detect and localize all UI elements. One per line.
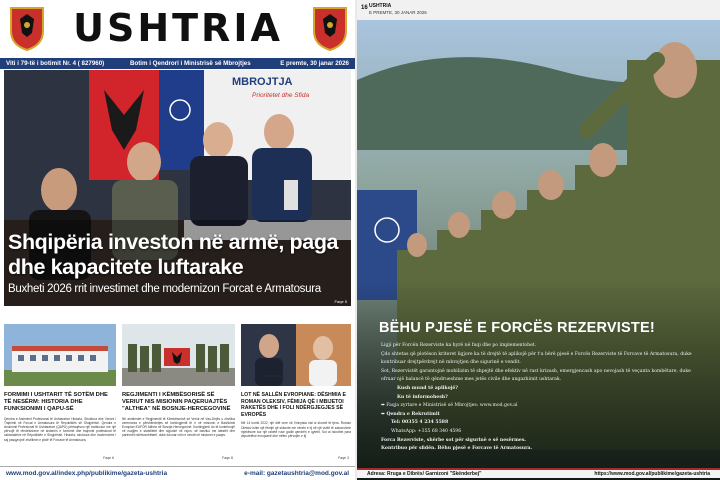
masthead: [0, 0, 355, 67]
front-footer: [0, 466, 355, 480]
coat-of-arms-emblem-left: [8, 5, 46, 51]
article-photo-building: [4, 324, 116, 386]
footer-email-link[interactable]: e-mail: gazetaushtria@mod.gov.al: [244, 470, 349, 477]
article-page-ref: Faqe 8: [222, 456, 233, 460]
coat-of-arms-emblem-right: [311, 5, 349, 51]
body-line: ➡ Qendra e Rekrutimit: [381, 411, 440, 417]
issue-info-bar: [0, 58, 355, 69]
body-line: Ligji për Forcën Rezerviste ka hyrë në fuqi dhe po implementohet.: [381, 343, 537, 348]
article-photo-portraits: [241, 324, 351, 386]
issue-number: Viti i 79-të i botimit Nr. 4 ( 827960): [6, 60, 105, 67]
phone-number: Tel: 00355 4 234 5588: [391, 420, 449, 426]
article-roman-oleksiv[interactable]: [241, 324, 351, 464]
body-line: ➡ Faqja zyrtare e Ministrisë së Mbrojtjes: www.mod.gov.al: [381, 403, 518, 409]
article-body: Më 14 korrik 2022, një ditë vere në Vinnytsia nisi si shumë të tjera. Roman Oleksiv ishte një fëmijë që shkonte me nënën e tij në një vizitë të zakonshme mjekësore kur një raketë ruse goditi qendrën e qytetit. Sot ai ndodhet para deputetëve evropianë dhe rrëfen përvojën e tij.: [241, 421, 351, 438]
article-title: REGJIMENTI I KËMBËSORISË SË VERIUT NIS MISIONIN PAQERUAJTËS "ALTHEA" NË BOSNJE-HERCEGOVINË: [122, 392, 231, 413]
main-headline: Shqipëria investon në armë, paga dhe kapacitete luftarake: [8, 230, 339, 279]
hero-photo: [4, 70, 351, 306]
footer-website-link[interactable]: www.mod.gov.al/index.php/publikime/gazeta-ushtria: [6, 470, 168, 477]
whatsapp-number: WhatsApp: +355 68 340 4596: [391, 428, 462, 434]
recruitment-headline: BËHU PJESË E FORCËS REZERVISTE!: [379, 320, 655, 336]
body-line: Ku të informohesh?: [397, 394, 448, 400]
newspaper-title: USHTRIA: [73, 6, 283, 50]
issue-date: E premte, 30 janar 2026: [280, 60, 349, 67]
main-subheadline: Buxheti 2026 rrit investimet dhe modernizon Forcat e Armatosura: [8, 283, 321, 295]
back-footer: [357, 468, 720, 478]
article-title: LOT NË SALLËN EVROPIANE: DËSHMIA E ROMAN OLEKSIV, FËMIJA QË I MBIJETOI RAKETËS DHE I FOLI NDËRGJEGJES SË EVROPËS: [241, 392, 347, 418]
article-photo-soldiers: [122, 324, 235, 386]
article-body: Qendra e Arsimimit Profesional të Ushtarakve Historia, Struktura dhe Vizioni i Trajnimit në Forcat e Armatosura të Republikës së Shqipërisë. Qendra e Arsimimit Profesional të Ushtarakve (QAPU) përfaqëson një institucion me një përvojë të rëndësishme në sistemin e formimit dhe trajnimit profesional të ushtarakëve në Republikën e Shqipërisë. Historia, struktura dhe modernizimi i saj pasqyrojnë zhvillimin e plotë të Forcave të Armatosura.: [4, 416, 116, 442]
backdrop-banner-subtitle: Prioritetet dhe Sfida: [252, 92, 310, 99]
body-line: Kontribuo për sfidën. Bëhu pjesë e Forcave të Armatosura.: [381, 446, 533, 452]
publisher: Botim i Qendrorl i Ministrisë së Mbrojtjes: [130, 60, 251, 67]
body-line: Sot, Rezervistët garantojnë mobilizim të shpejtë dhe efektiv në rast krizash, emergjencash apo nevojash të veçanta kombëtare, duke ofruar një balancë të qëndrueshme mes jetës civile dhe angazhimit ushtarak.: [381, 368, 691, 383]
article-title: FORMIMI I USHTARIT TË SOTËM DHE TË NESËRM: HISTORIA DHE FUNKSIONIMI I QAPU-SË: [4, 392, 108, 413]
newspaper-name: USHTRIA: [369, 3, 392, 9]
article-althea[interactable]: [122, 324, 235, 464]
body-line: Kush mund të aplikojë?: [397, 385, 458, 391]
page-reference: Faqe 5: [334, 299, 347, 304]
article-row: [4, 324, 351, 464]
front-page: [0, 0, 355, 480]
footer-url-link[interactable]: https://www.mod.gov.al/publikime/gazeta-ushtria: [594, 471, 710, 477]
article-body: Në ambientet e Regjimentit të Këmbësorisë së Veriut në Vau-Dejës u zhvillua ceremonia e përshëndetjes së kontingjentit të ri në misionin e Bashkimit Evropian EUFOR Althea në Bosnje-Hercegovinë. Kontingjenti do të kontribuojë në ruajtjen e stabilitetit dhe sigurisë në rajon, së bashku me aleatët dhe partnerët ndërkombëtarë, duke forcuar rolin e vendit në misionet e paqes.: [122, 416, 235, 438]
author-name: ANJEZA MUHOLLARI: [263, 374, 293, 378]
article-qapu[interactable]: [4, 324, 116, 464]
article-page-ref: Faqe 3: [338, 456, 349, 460]
body-line: Forca Rezerviste, shërbe sot për sigurinë e së nesërmes.: [381, 437, 527, 443]
footer-address: Adresa: Rruga e Dibrës/ Garnizoni "Skënderbej": [367, 471, 482, 477]
back-page: [357, 0, 720, 480]
article-page-ref: Faqe 6: [103, 456, 114, 460]
page-number: 16: [361, 5, 368, 11]
body-line: Çdo shtetas që plotëson kriteret ligjore ka të drejtë të aplikojë për t'u bërë pjesë e Forcës Rezerviste të Forcave të Armatosura, duke kontribuar drejtpërdrejt në mbrojtjen dhe sigurinë e vendit.: [381, 351, 692, 366]
back-date: E PREMTE, 30 JANAR 2026: [369, 10, 427, 15]
recruitment-text: [381, 342, 701, 454]
backdrop-banner-title: MBROJTJA: [232, 76, 293, 88]
back-page-header: [357, 0, 720, 20]
